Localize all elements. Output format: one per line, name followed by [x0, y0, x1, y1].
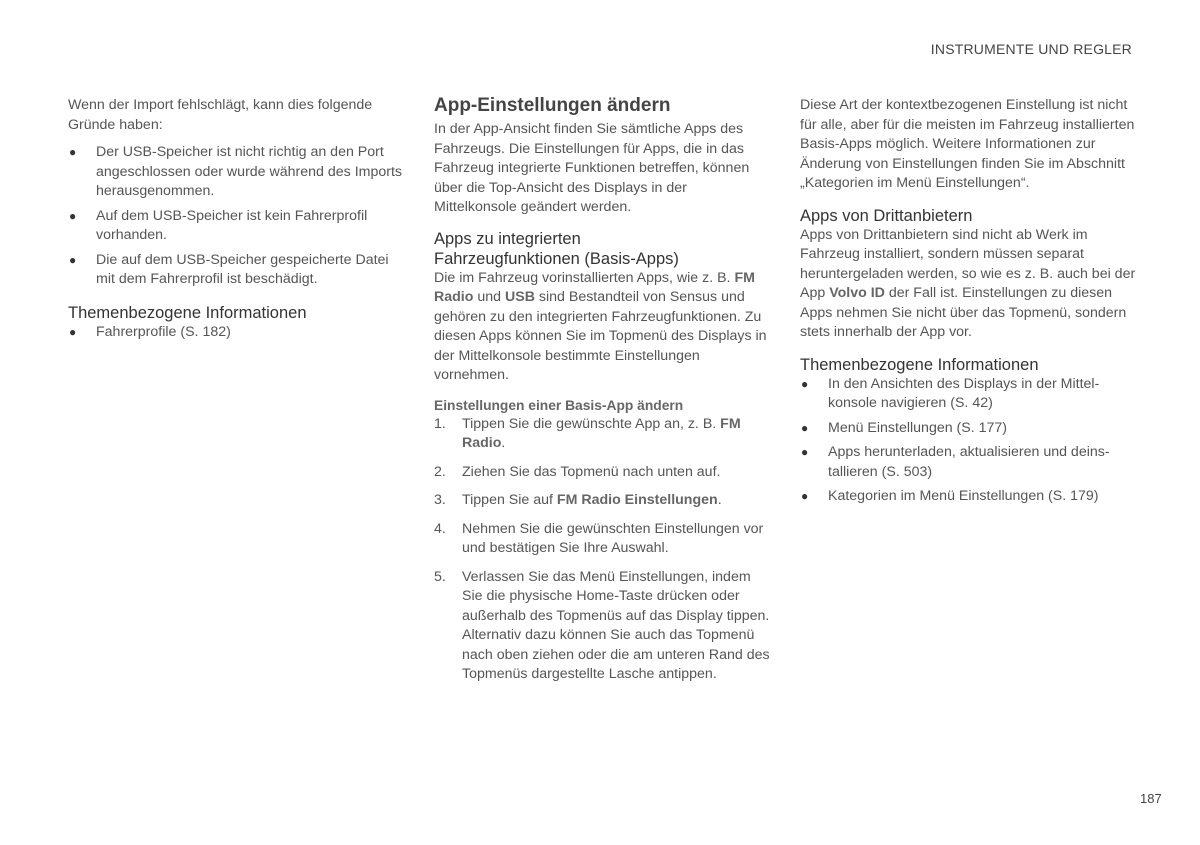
related-info-list	[68, 323, 404, 343]
bullet-icon: ●	[801, 445, 809, 459]
section-title: App-Einstellungen ändern	[434, 95, 671, 116]
bullet-icon: ●	[69, 324, 77, 339]
bullet-icon: ●	[801, 376, 809, 391]
running-header: INSTRUMENTE UND REGLER	[930, 41, 1132, 57]
basis-apps-paragraph: Die im Fahrzeug vorinstallierten Apps, wie z. B. FM Radio und USB sind Bestandteil von Sensus und gehören zu den integrierten Fahrzeugfunktionen. Zu diesen Apps können Sie im Topmenü des Displays in der Mittelkonsole bestimmte Einstellungen vornehmen.	[434, 269, 767, 383]
basis-apps-heading: Apps zu integrierten Fahrzeugfunktionen (Basis-Apps)	[434, 229, 679, 268]
context-settings-paragraph: Diese Art der kontextbezogenen Einstellung ist nicht für alle, aber für die meisten im Fahrzeug installierten Basis-Apps möglich. Weitere Informationen zur Änderung von Einstellungen finden Sie im Abschnitt „Kategorien im Menü Einstellungen“.	[800, 97, 1135, 191]
list-item: ● Auf dem USB-Speicher ist kein Fahrerprofil vorhanden.	[69, 207, 368, 243]
bullet-icon: ●	[69, 145, 77, 159]
step-item: 2. Ziehen Sie das Topmenü nach unten auf.	[434, 463, 770, 483]
step-number: 4.	[434, 520, 446, 537]
related-link-display-navigation[interactable]: ● In den Ansichten des Displays in der Mittelkonsole navigieren (S. 42)	[801, 375, 1100, 411]
step-number: 2.	[434, 463, 446, 480]
related-info-list	[800, 375, 1136, 507]
bullet-icon: ●	[801, 489, 809, 503]
step-number: 1.	[434, 415, 446, 432]
failure-reasons-list	[68, 143, 404, 290]
bullet-icon: ●	[69, 252, 77, 267]
usb-label: USB	[504, 289, 535, 305]
step-item: 3. Tippen Sie auf FM Radio Einstellungen.	[434, 491, 770, 511]
volvo-id-label: Volvo ID	[829, 285, 885, 301]
step-item: 4. Nehmen Sie die gewünschten Einstellungen vor und bestätigen Sie Ihre Auswahl.	[434, 520, 764, 556]
related-link-menu-settings[interactable]: ● Menü Einstellungen (S. 177)	[800, 419, 1136, 439]
related-link-driver-profiles[interactable]: ● Fahrerprofile (S. 182)	[68, 323, 404, 343]
list-item: ● Der USB-Speicher ist nicht richtig an den Port angeschlossen oder wurde während des Imports herausgenommen.	[69, 144, 402, 199]
related-info-heading: Themenbezogene Informationen	[68, 303, 307, 322]
page-number: 187	[1140, 791, 1162, 806]
fm-radio-label: FM Radio	[434, 269, 755, 305]
step-number: 5.	[434, 568, 446, 585]
app-settings-intro: In der App-Ansicht finden Sie sämtliche Apps des Fahrzeugs. Die Einstellungen für Apps, die in das Fahrzeug integrierte Funktionen betreffen, können über die Top-Ansicht des Displays in der Mittelkonsole geändert werden.	[434, 121, 750, 215]
column-right	[800, 96, 1136, 507]
related-link-menu-categories[interactable]: ● Kategorien im Menü Einstellungen (S. 179)	[800, 487, 1136, 507]
step-item: 1. Tippen Sie die gewünschte App an, z. B. FM Radio.	[434, 415, 741, 451]
column-left	[68, 96, 404, 342]
list-item: ● Die auf dem USB-Speicher gespeicherte Datei mit dem Fahrerprofil ist beschädigt.	[69, 251, 389, 287]
related-info-heading: Themenbezogene Informationen	[800, 355, 1039, 374]
third-party-apps-paragraph: Apps von Drittanbietern sind nicht ab Werk im Fahrzeug installiert, sondern müssen separat heruntergeladen werden, so wie es z. B. auch bei der App Volvo ID der Fall ist. Einstellungen zu diesen Apps nehmen Sie nicht über das Topmenü, sondern stets innerhalb der App vor.	[800, 226, 1136, 340]
bullet-icon: ●	[801, 420, 809, 435]
column-middle	[434, 96, 770, 685]
bullet-icon: ●	[69, 208, 77, 223]
step-item: 5. Verlassen Sie das Menü Einstellungen, indem Sie die physische Home-Taste drücken oder außerhalb des Topmenüs auf das Display tippen. Alternativ dazu können Sie auch das Topmenü nach oben ziehen oder die am unteren Rand des Topmenüs dargestellte Lasche antippen.	[434, 568, 770, 682]
steps-list	[434, 415, 770, 685]
import-failure-intro: Wenn der Import fehlschlägt, kann dies folgende Gründe haben:	[68, 97, 373, 133]
third-party-apps-heading: Apps von Drittanbietern	[800, 206, 973, 225]
steps-heading: Einstellungen einer Basis-App ändern	[434, 397, 684, 413]
step-number: 3.	[434, 492, 446, 508]
related-link-apps-download[interactable]: ● Apps herunterladen, aktualisieren und deinstallieren (S. 503)	[801, 444, 1110, 480]
